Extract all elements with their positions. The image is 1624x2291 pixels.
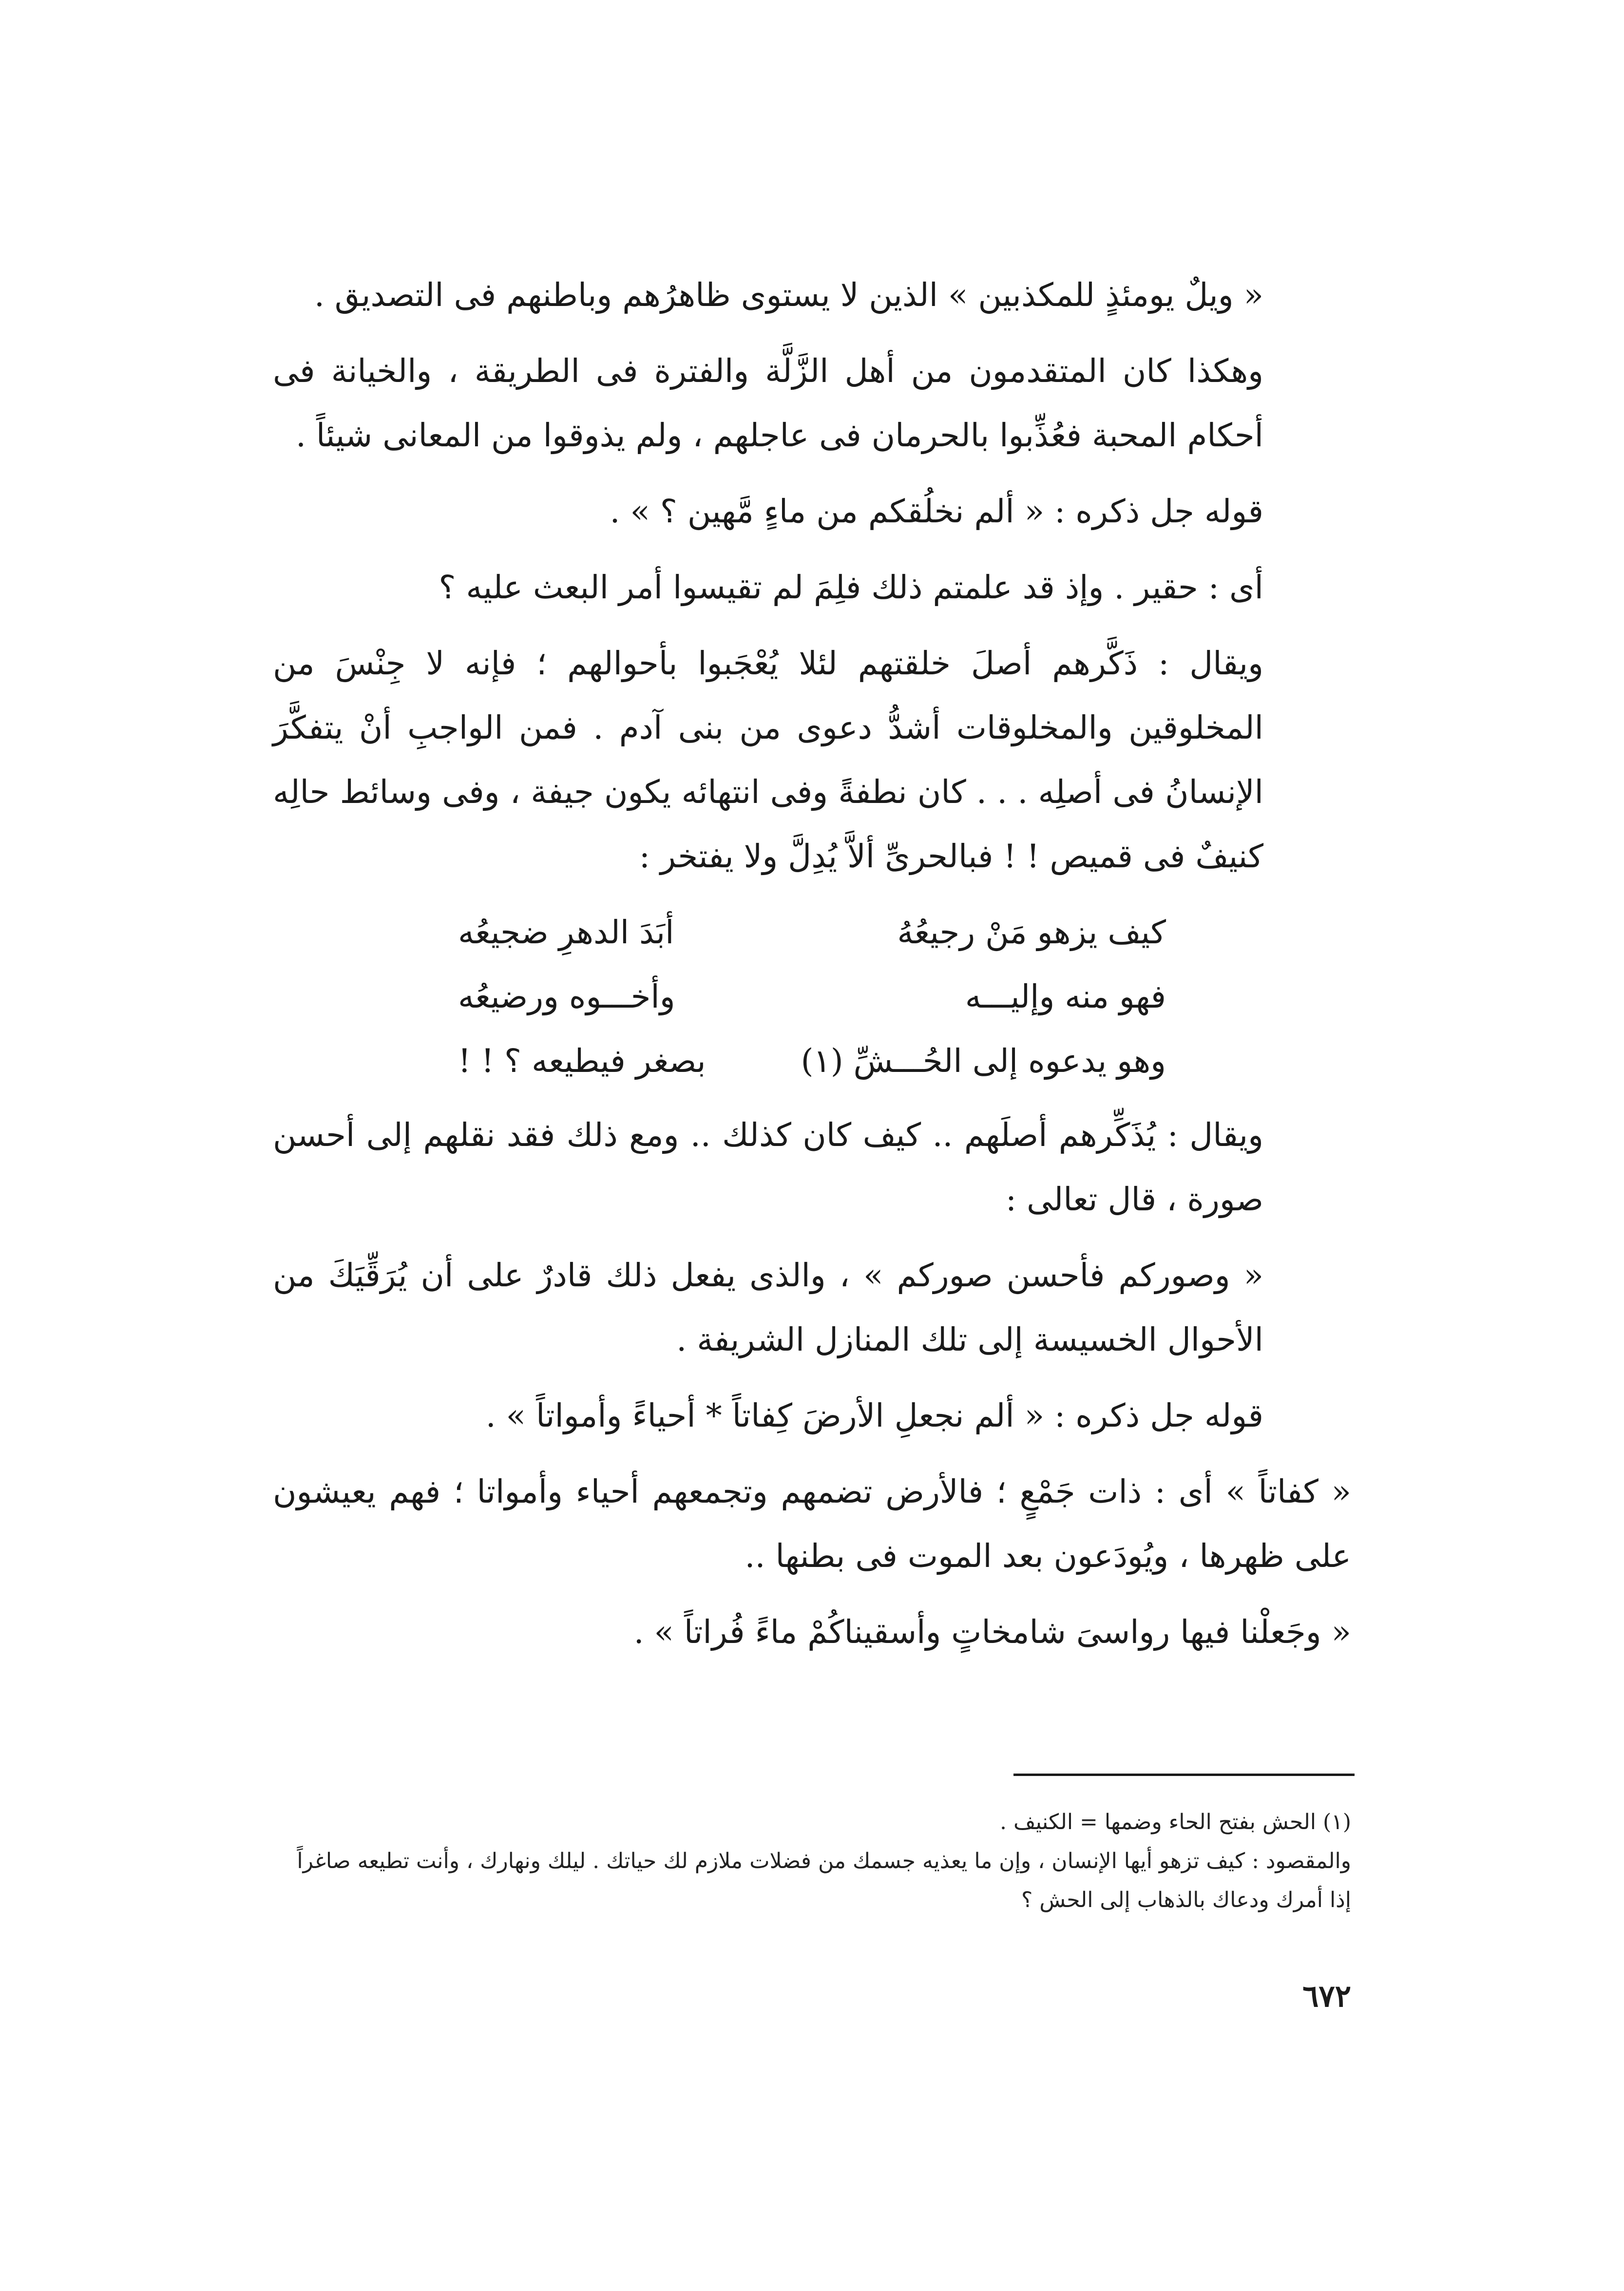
footnote: (١) الحش بفتح الحاء وضمها = الكنيف . xyxy=(1000,1810,1351,1834)
footnote: والمقصود : كيف تزهو أيها الإنسان ، وإن ما يعذيه جسمك من فضلات ملازم لك حياتك . ليلك ونهارك ، وأنت تطيعه صاغراً إذا أمرك ودعاك بالذهاب إلى الحش ؟ xyxy=(297,1849,1351,1912)
poem-hemistich-first: فهو منه وإليـــه xyxy=(965,978,1166,1015)
footnotes xyxy=(273,1803,1351,1920)
poem-line xyxy=(458,1029,1166,1093)
poem-line xyxy=(458,900,1166,965)
paragraph: « وصوركم فأحسن صوركم » ، والذى يفعل ذلك قادرٌ على أن يُرَقِّيَكَ من الأحوال الخسيسة إلى تلك المنازل الشريفة . xyxy=(273,1257,1263,1358)
poem xyxy=(273,900,1351,1093)
poem-hemistich-second: أبَدَ الدهرِ ضجيعُه xyxy=(458,914,674,951)
poem-hemistich-second: بصغر فيطيعه ؟ ! ! xyxy=(458,1042,706,1080)
main-text xyxy=(273,263,1351,1676)
paragraph: وهكذا كان المتقدمون من أهل الزَّلَّة والفترة فى الطريقة ، والخيانة فى أحكام المحبة فعُذِّبوا بالحرمان فى عاجلهم ، ولم يذوقوا من المعانى شيئاً . xyxy=(273,352,1263,454)
paragraph: « ويلٌ يومئذٍ للمكذبين » الذين لا يستوى ظاهرُهم وباطنهم فى التصديق . xyxy=(314,276,1263,314)
paragraph: أى : حقير . وإذ قد علمتم ذلك فلِمَ لم تقيسوا أمر البعث عليه ؟ xyxy=(439,569,1263,606)
footnote-divider xyxy=(1013,1774,1355,1776)
poem-hemistich-first: وهو يدعوه إلى الحُـــشِّ (١) xyxy=(801,1042,1166,1080)
paragraph: « كفاتاً » أى : ذات جَمْعٍ ؛ فالأرض تضمهم وتجمعهم أحياء وأمواتا ؛ فهم يعيشون على ظهرها ، ويُودَعون بعد الموت فى بطنها .. xyxy=(273,1473,1351,1575)
paragraph: ويقال : ذَكَّرهم أصلَ خلقتهم لئلا يُعْجَبوا بأحوالهم ؛ فإنه لا جِنْسَ من المخلوقين والمخلوقات أشدُّ دعوى من بنى آدم . فمن الواجبِ أنْ يتفكَّرَ الإنسانُ فى أصلِه . . . كان نطفةً وفى انتهائه يكون جيفة ، وفى وسائط حالِه كنيفٌ فى قميص ! ! فبالحرىِّ ألاَّ يُدِلَّ ولا يفتخر : xyxy=(273,645,1263,875)
paragraph: قوله جل ذكره : « ألم نخلُقكم من ماءٍ مَّهين ؟ » . xyxy=(610,493,1263,530)
paragraph: قوله جل ذكره : « ألم نجعلِ الأرضَ كِفاتاً * أحياءً وأمواتاً » . xyxy=(485,1397,1263,1434)
poem-line xyxy=(458,965,1166,1029)
page-number: ٦٧٢ xyxy=(1302,1978,1351,2014)
paragraph: ويقال : يُذَكِّرهم أصلَهم .. كيف كان كذلك .. ومع ذلك فقد نقلهم إلى أحسن صورة ، قال تعالى : xyxy=(273,1116,1263,1218)
poem-hemistich-first: كيف يزهو مَنْ رجيعُهُ xyxy=(897,914,1166,951)
paragraph: « وجَعلْنا فيها رواسىَ شامخاتٍ وأسقيناكُمْ ماءً فُراتاً » . xyxy=(633,1613,1351,1651)
poem-hemistich-second: وأخـــوه ورضيعُه xyxy=(458,978,675,1015)
